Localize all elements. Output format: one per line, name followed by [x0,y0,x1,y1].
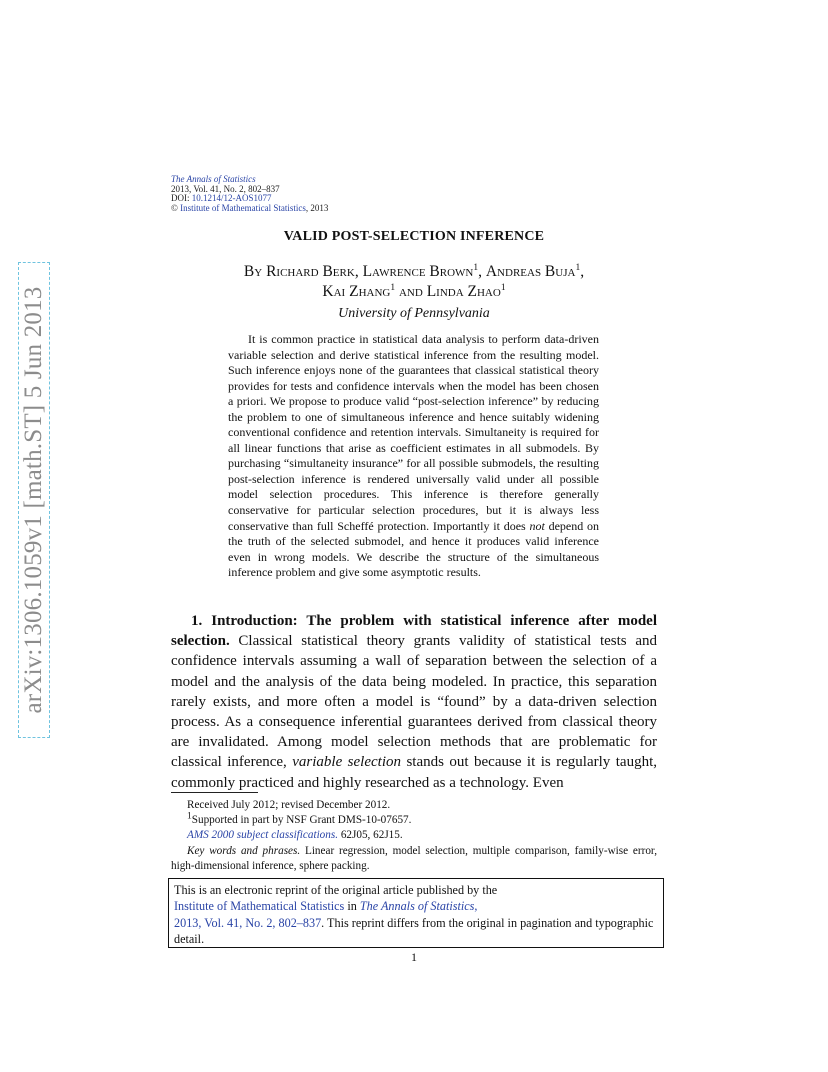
author-name: Lawrence Brown [362,263,474,280]
doi-label: DOI: [171,193,192,204]
affiliation: University of Pennsylvania [338,306,490,321]
abstract [228,332,599,581]
abstract-text: depend on the truth of the selected submodel, and hence it produces valid inference even in wrong models. We describe the structure of the simultaneous inference problem and give some asymptotic results. [228,518,600,580]
ams-classification [171,828,657,843]
doi-link[interactable]: 10.1214/12-AOS1077 [191,193,272,204]
arxiv-stamp [18,262,50,738]
page-number: 1 [411,950,417,964]
keywords-text: Linear regression, model selection, multiple comparison, family-wise error, high-dimensional inference, sphere packing. [171,844,657,872]
support-note [171,813,657,828]
received-note: Received July 2012; revised December 2012. [187,799,391,811]
keywords-label: Key words and phrases. [187,844,301,857]
affiliation-mark: 1 [390,282,396,293]
journal-name-link[interactable]: The Annals of Statistics [171,174,256,184]
author-name: Andreas Buja [485,263,576,280]
journal-volume: 2013, Vol. 41, No. 2, 802–837 [171,183,280,194]
arxiv-stamp-text: arXiv:1306.1059v1 [math.ST] 5 Jun 2013 [20,286,47,714]
footnote-rule [171,792,258,793]
reprint-comma: , [474,899,478,914]
ams-link[interactable]: AMS 2000 subject classifications. [187,829,339,842]
author-list: By Richard Berk, Lawrence Brown$^1$, Andreas Buja$^1$, Kai Zhang$^1$ and Linda Zhao$^1$ [243,262,585,300]
reprint-rest: . This reprint differs from the original in pagination and typographic detail. [174,915,654,947]
paper-title: VALID POST-SELECTION INFERENCE [283,229,545,244]
copyright-symbol: © [171,203,178,214]
citation-link[interactable]: 2013, Vol. 41, No. 2, 802–837 [174,915,322,930]
reprint-line: This is an electronic reprint of the original article published by the [174,883,498,897]
section-heading: 1. Introduction: The problem with statistical inference after model selection. [171,613,657,650]
copyright-year: , 2013 [305,203,329,214]
abstract-emphasis: not [529,518,545,533]
keywords-note [171,844,657,874]
author-by: By [243,263,263,280]
journal-header [171,175,328,214]
author-name: Kai Zhang [322,283,391,300]
support-text: Supported in part by NSF Grant DMS-10-07657. [191,814,412,827]
author-and: and [398,283,423,300]
intro-emphasis: variable selection [292,754,401,771]
footnotes [171,798,657,874]
intro-section [171,611,657,793]
abstract-text: It is common practice in statistical data analysis to perform data-driven variable selection and derive statistical inference from the resulting model. Such inference enjoys none of the guarantees that classical statistical theory provides for tests and confidence intervals when the model has been chosen a priori. We propose to produce valid “post-selection inference” by reducing the problem to one of simultaneous inference and hence suitably widening conventional confidence and retention intervals. Simultaneity is required for all linear functions that arise as coefficient estimates in all submodels. By purchasing “simultaneity insurance” for all possible submodels, the resulting post-selection inference is rendered universally valid under all possible model selection procedures. This inference is therefore generally conservative for particular selection procedures, but it is always less conservative than full Scheffé protection. Importantly it does [228,332,599,533]
affiliation-mark: 1 [575,262,581,273]
author-name: Linda Zhao [426,283,501,300]
reprint-in: in [344,899,360,914]
reprint-notice [168,878,664,948]
intro-text: stands out because it is regularly taught, commonly practiced and highly researched as a technology. Even [171,754,657,791]
publisher-link[interactable]: Institute of Mathematical Statistics [174,899,345,914]
ams-codes: 62J05, 62J15. [338,829,403,842]
intro-text: Classical statistical theory grants validity of statistical tests and confidence intervals assuming a wall of separation between the selection of a model and the analysis of the data being modeled. In practice, this separation rarely exists, and more often a model is “found” by a data-driven selection process. As a consequence inferential guarantees derived from classical theory are invalidated. Among model selection methods that are problematic for classical inference, [171,633,657,771]
affiliation-mark: 1 [473,262,479,273]
author-name: Richard Berk [266,263,355,280]
journal-link[interactable]: The Annals of Statistics [359,899,475,914]
affiliation-mark: 1 [500,282,506,293]
footnote-mark: 1 [187,811,192,822]
publisher-link[interactable]: Institute of Mathematical Statistics [180,203,306,214]
